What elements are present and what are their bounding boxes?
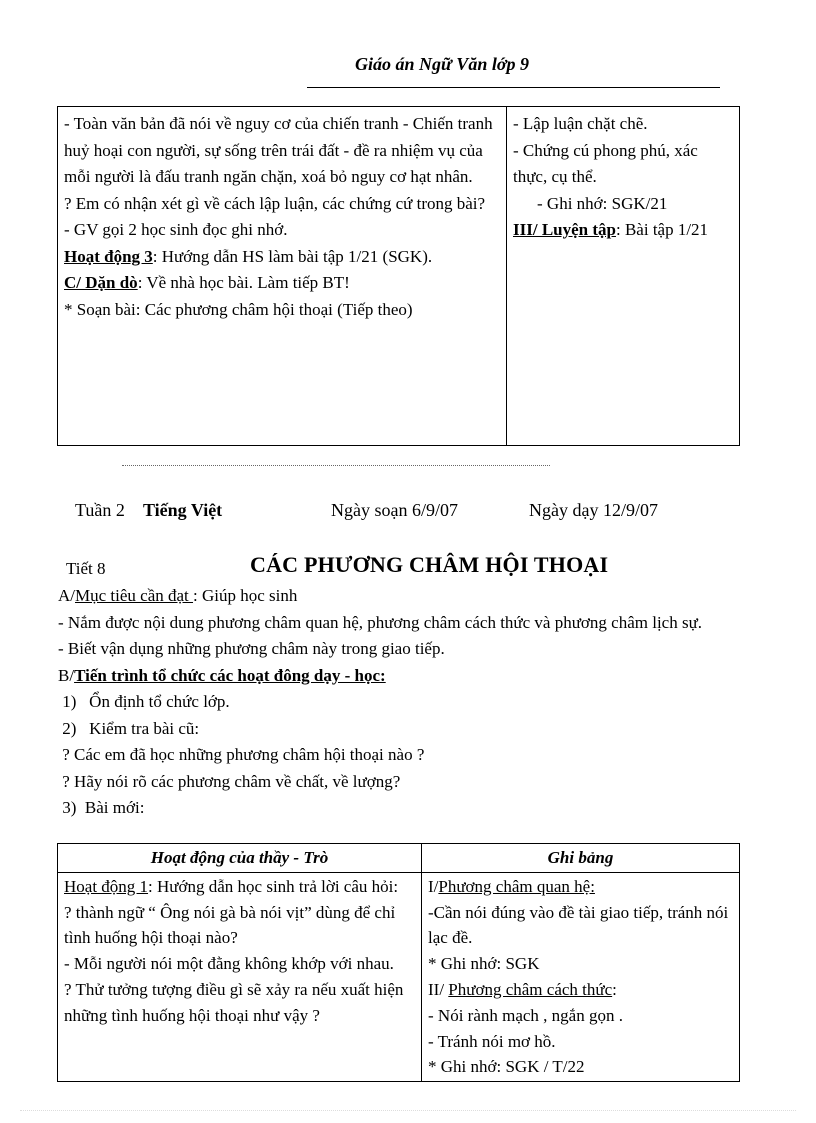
- week-label: Tuần 2: [75, 500, 125, 520]
- note-argument: - Lập luận chặt chẽ.: [513, 114, 648, 133]
- review-question-1: ? Các em đã học những phương châm hội thoại nào ?: [58, 745, 425, 764]
- conclusion-text: - Toàn văn bản đã nói về nguy cơ của chiến tranh - Chiến tranh huỷ hoại con người, sự sống trên trái đất - đề ra nhiệm vụ của mỗi người là đấu tranh ngăn chặn, xoá bỏ nguy cơ hạt nhân.: [64, 114, 493, 186]
- new-lesson-table: [57, 843, 740, 1082]
- lesson-title: CÁC PHƯƠNG CHÂM HỘI THOẠI: [250, 552, 609, 577]
- section-divider: [122, 465, 550, 466]
- manner-note-2: - Tránh nói mơ hồ.: [428, 1031, 556, 1051]
- relation-maxim-heading: I/Phương châm quan hệ:: [428, 876, 595, 896]
- objective-1: - Nắm được nội dung phương châm quan hệ, phương châm cách thức và phương châm lịch sự.: [58, 612, 703, 632]
- review-question-2: ? Hãy nói rõ các phương châm về chất, về lượng?: [58, 771, 401, 791]
- activities-cell: [58, 107, 507, 446]
- objectives-section: [58, 583, 758, 822]
- note-evidence: - Chứng cú phong phú, xác thực, cụ thể.: [513, 140, 698, 186]
- process-heading: B/Tiến trình tổ chức các hoạt đông dạy - học:: [58, 665, 386, 685]
- teach-date: Ngày dạy 12/9/07: [529, 500, 658, 520]
- lesson-info-line: [0, 500, 816, 526]
- teacher-student-header: Hoạt động của thầy - Trò: [58, 844, 422, 873]
- objectives-heading: A/Mục tiêu cần đạt : Giúp học sinh: [58, 586, 298, 605]
- subject-label: Tiếng Việt: [143, 500, 223, 520]
- board-header: Ghi bảng: [422, 844, 740, 873]
- relation-note: -Cần nói đúng vào đề tài giao tiếp, tránh nói lạc đề.: [428, 902, 729, 948]
- step-3: 3) Bài mới:: [58, 798, 145, 817]
- page-header-title: Giáo án Ngữ Văn lớp 9: [355, 54, 529, 74]
- activity-1-cell: [58, 872, 422, 1081]
- question-text: ? Em có nhận xét gì về cách lập luận, các chứng cứ trong bài?: [64, 193, 486, 213]
- prep-date: Ngày soạn 6/9/07: [331, 500, 458, 520]
- relation-memo: * Ghi nhớ: SGK: [428, 954, 540, 974]
- step-1: 1) Ổn định tổ chức lớp.: [58, 692, 230, 711]
- idiom-answer: - Mỗi người nói một đằng không khớp với nhau.: [64, 954, 394, 974]
- manner-note-1: - Nói rành mạch , ngắn gọn .: [428, 1005, 623, 1025]
- period-label: Tiết 8: [66, 559, 106, 578]
- board-notes-cell: [507, 107, 740, 446]
- objective-2: - Biết vận dụng những phương châm này trong giao tiếp.: [58, 639, 445, 658]
- page-bottom-border: [20, 1110, 796, 1111]
- imagine-question: ? Thử tưởng tượng điều gì sẽ xảy ra nếu xuất hiện những tình huống hội thoại như vậy ?: [64, 979, 404, 1025]
- memo-instruction: - GV gọi 2 học sinh đọc ghi nhớ.: [64, 220, 288, 239]
- manner-maxim-heading: II/ Phương châm cách thức:: [428, 979, 617, 999]
- activity-1-heading: Hoạt động 1: Hướng dẫn học sinh trả lời câu hỏi:: [64, 876, 399, 896]
- idiom-question: ? thành ngữ “ Ông nói gà bà nói vịt” dùng để chỉ tình huống hội thoại nào?: [64, 902, 396, 948]
- step-2: 2) Kiểm tra bài cũ:: [58, 718, 200, 738]
- note-memo: - Ghi nhớ: SGK/21: [537, 193, 668, 213]
- prepare-lesson: * Soạn bài: Các phương châm hội thoại (Tiếp theo): [64, 299, 413, 319]
- practice-heading: III/ Luyện tập: Bài tập 1/21: [513, 220, 709, 239]
- header-rule: [307, 87, 720, 88]
- continued-lesson-table: [57, 106, 740, 446]
- activity-3: Hoạt động 3: Hướng dẫn HS làm bài tập 1/21 (SGK).: [64, 246, 433, 266]
- manner-memo: * Ghi nhớ: SGK / T/22: [428, 1057, 585, 1077]
- homework-line: C/ Dặn dò: Về nhà học bài. Làm tiếp BT!: [64, 273, 350, 292]
- board-content-cell: [422, 872, 740, 1081]
